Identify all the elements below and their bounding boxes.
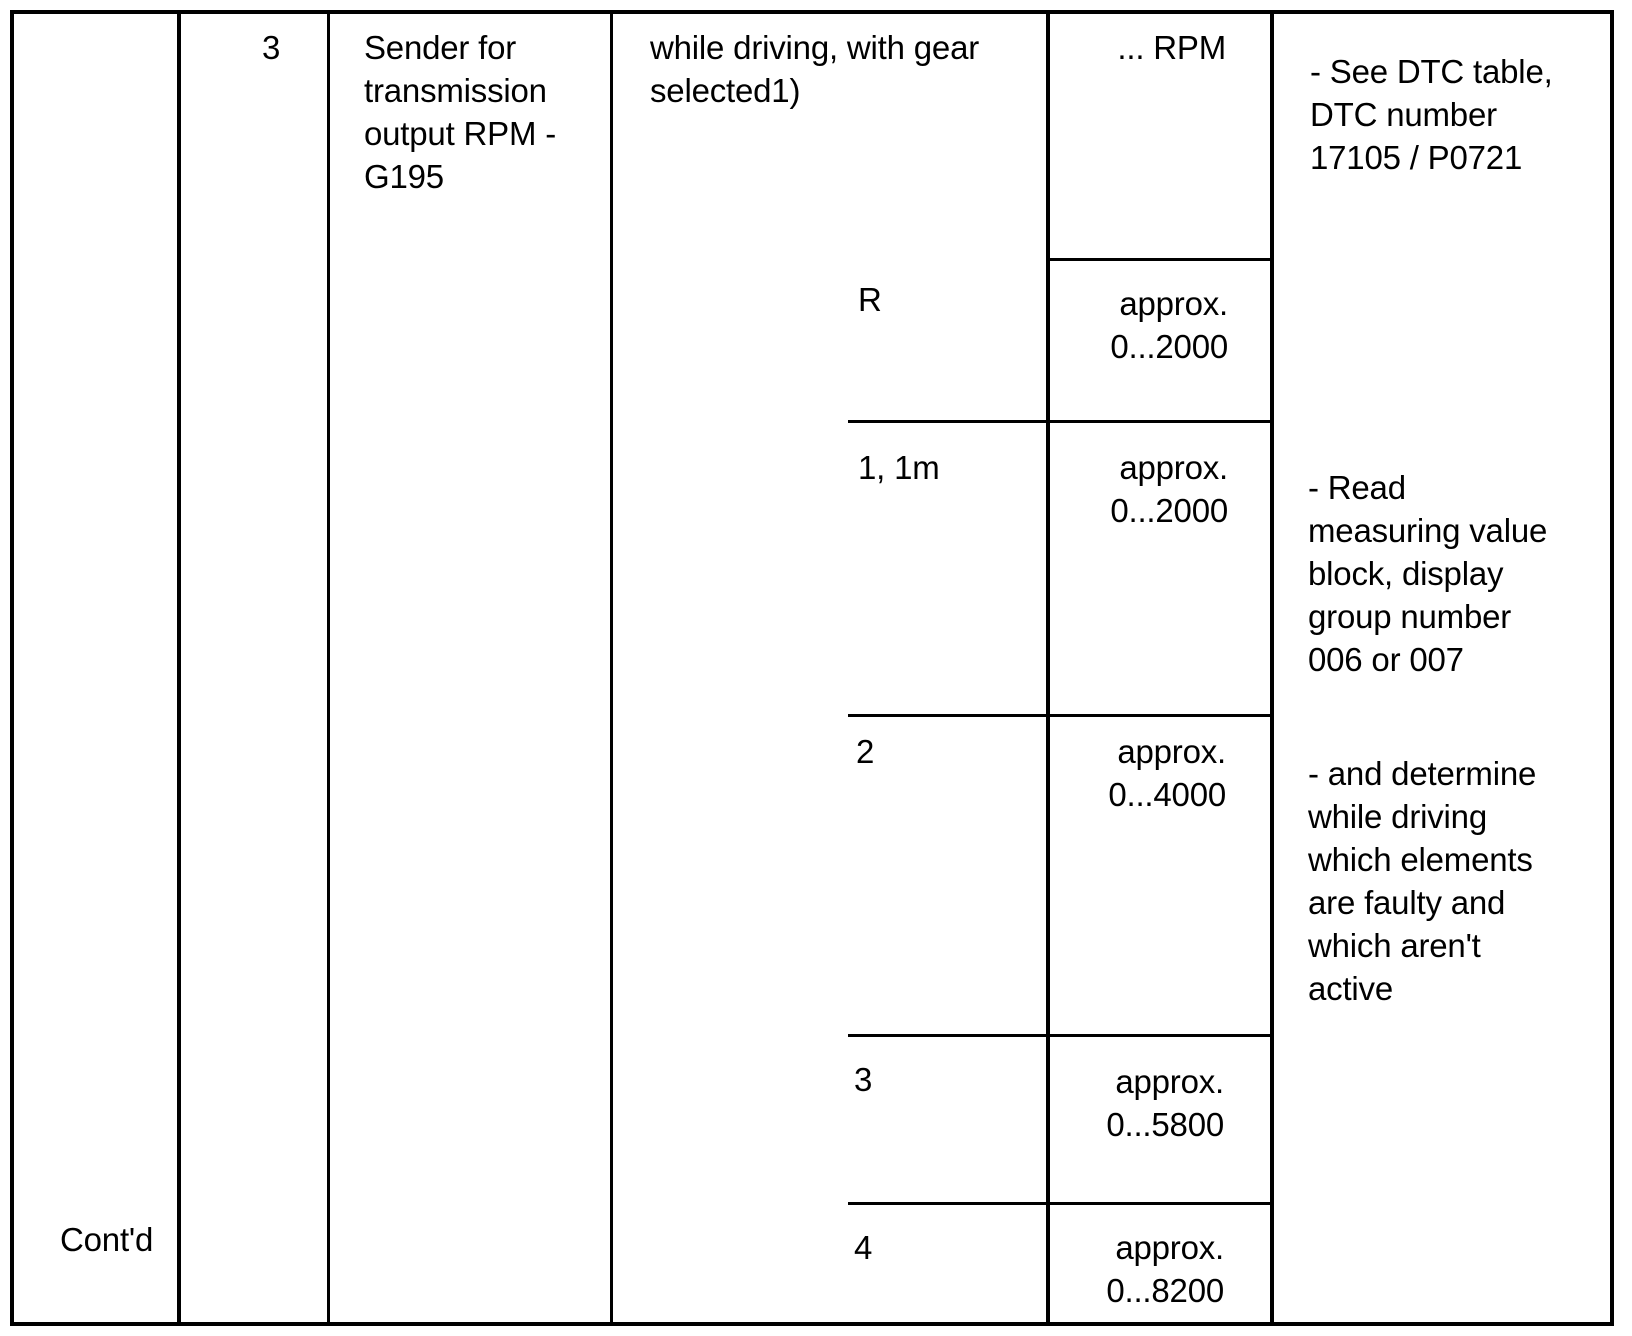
remedy-note: - and determine while driving which elements are faulty and which aren't active: [1308, 755, 1537, 1007]
table-border-bottom: [10, 1322, 1614, 1326]
specified-value: approx. 0...2000: [1110, 449, 1228, 529]
gear-label: 2: [856, 733, 875, 770]
test-condition: while driving, with gear selected1): [650, 29, 980, 109]
table-border-left: [10, 10, 14, 1326]
specified-value: approx. 0...8200: [1106, 1229, 1224, 1309]
specified-value: approx. 0...2000: [1110, 285, 1228, 365]
column-divider: [610, 10, 613, 1326]
row-divider: [848, 714, 1272, 717]
row-divider: [848, 1202, 1272, 1205]
specified-value: approx. 0...4000: [1108, 733, 1226, 813]
row-divider: [848, 1034, 1272, 1037]
row-divider: [1046, 258, 1272, 261]
remedy-note: - Read measuring value block, display group number 006 or 007: [1308, 469, 1548, 678]
gear-label: 4: [854, 1229, 873, 1266]
gear-label: R: [858, 281, 882, 318]
specified-value: approx. 0...5800: [1106, 1063, 1224, 1143]
table-border-top: [10, 10, 1614, 14]
unit-label: ... RPM: [1117, 29, 1226, 66]
remedy-note: - See DTC table, DTC number 17105 / P0721: [1310, 53, 1553, 176]
continued-label: Cont'd: [60, 1221, 154, 1258]
row-divider: [848, 420, 1272, 423]
column-divider: [177, 10, 181, 1326]
gear-label: 1, 1m: [858, 449, 940, 486]
display-field-number: 3: [262, 29, 281, 66]
column-divider: [1270, 10, 1274, 1326]
component-name: Sender for transmission output RPM - G195: [364, 29, 557, 195]
column-divider: [327, 10, 330, 1326]
gear-label: 3: [854, 1061, 873, 1098]
table-border-right: [1610, 10, 1614, 1326]
